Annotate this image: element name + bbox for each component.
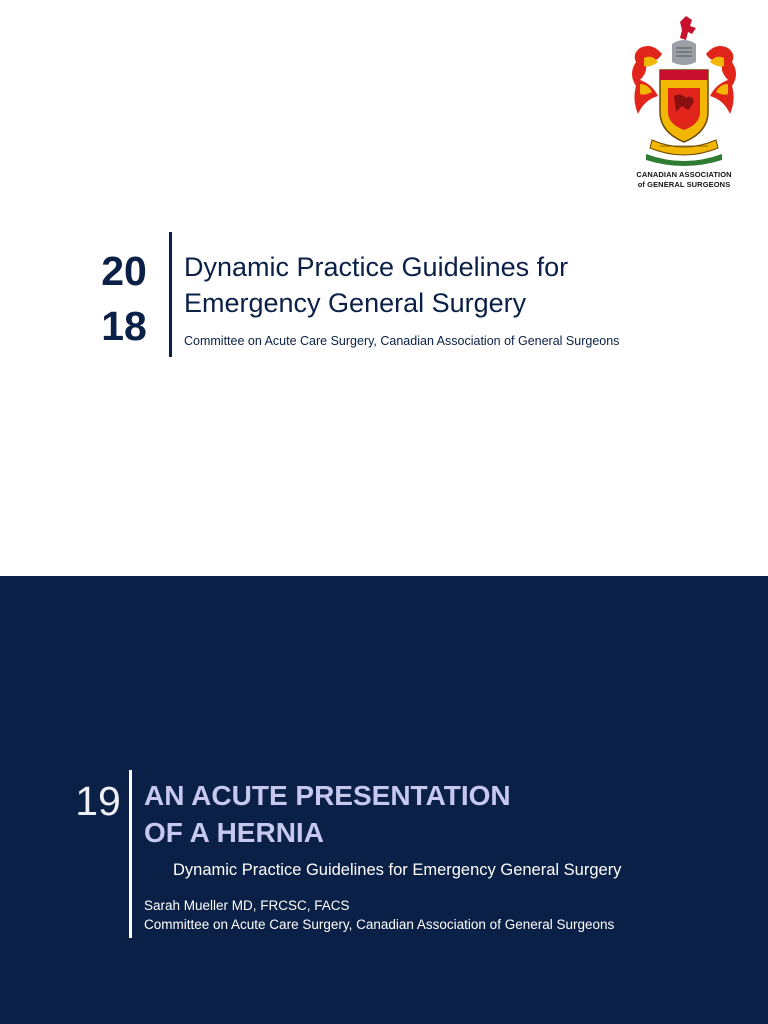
cags-crest-logo [622,14,746,200]
chapter-number: 19 [75,778,121,824]
cover-title-line2: Emergency General Surgery [184,288,527,318]
logo-wordmark [622,170,746,190]
chapter-subtitle: Dynamic Practice Guidelines for Emergency General Surgery [173,861,622,879]
logo-text-line2: of GENERAL SURGEONS [637,180,731,189]
cover-year-line1: 20 [101,248,147,294]
chapter-committee: Committee on Acute Care Surgery, Canadian Association of General Surgeons [144,917,615,932]
crest-icon [622,14,746,170]
chapter-author: Sarah Mueller MD, FRCSC, FACS [144,898,350,913]
cover-divider [169,232,172,357]
cover-title-line1: Dynamic Practice Guidelines for [184,252,569,282]
chapter-title [144,777,511,851]
cover-committee: Committee on Acute Care Surgery, Canadian Association of General Surgeons [184,334,620,348]
chapter-divider [129,770,132,938]
chapter-title-line1: AN ACUTE PRESENTATION [144,780,511,811]
cover-year [88,244,160,354]
chapter-title-line2: OF A HERNIA [144,817,324,848]
cover-year-line2: 18 [101,303,147,349]
logo-text-line1: CANADIAN ASSOCIATION [636,170,732,179]
cover-title [184,249,704,321]
